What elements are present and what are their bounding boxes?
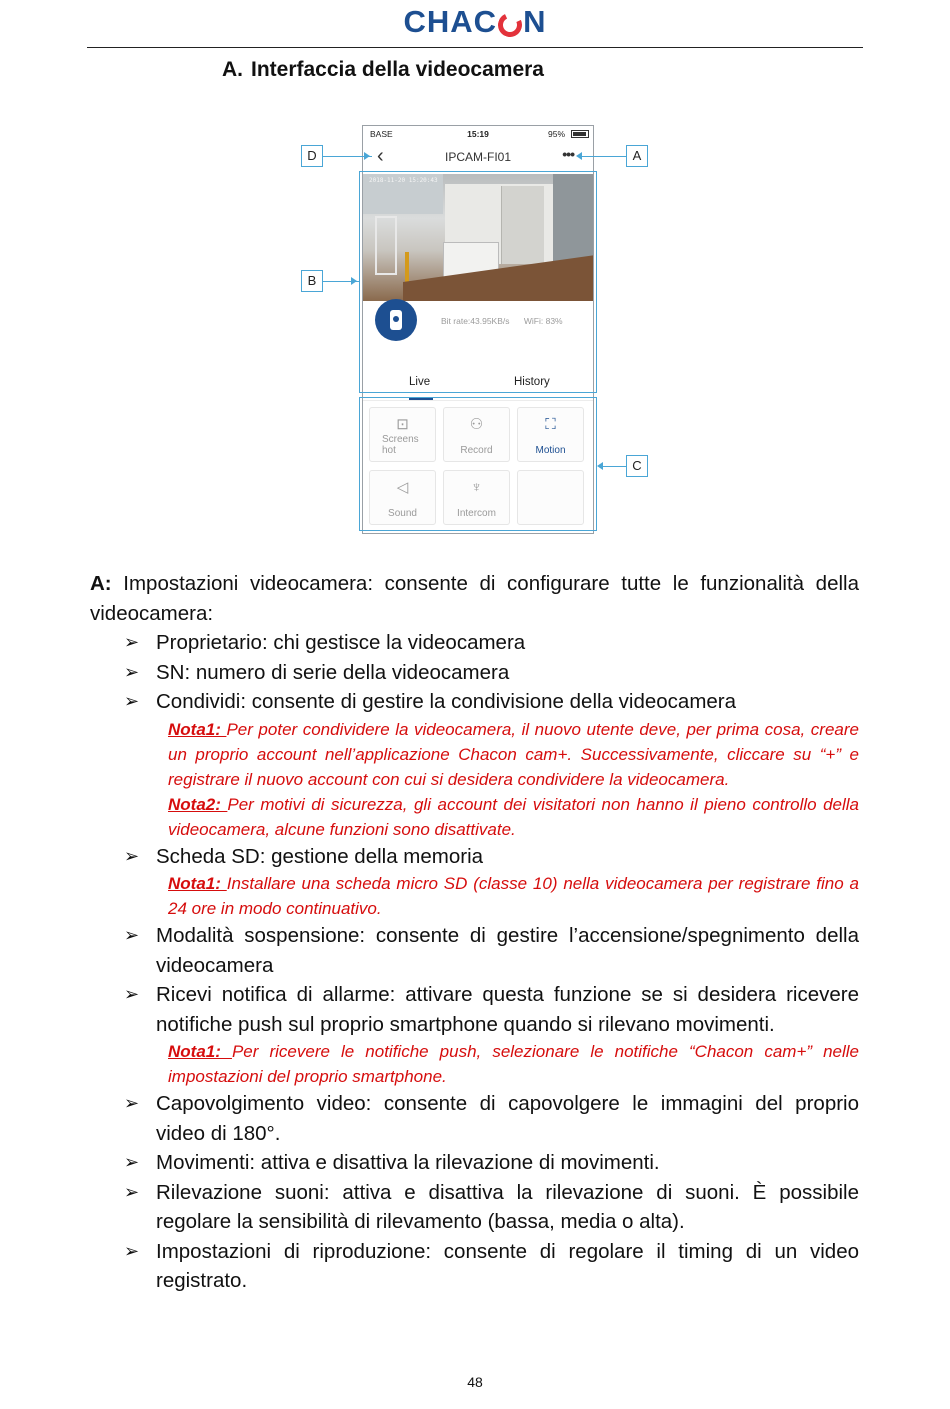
microphone-icon: ♆ [470, 479, 483, 496]
list-item-text: Rilevazione suoni: attiva e disattiva la rilevazione di suoni. È possibile regolare la sensibilità di rilevamento (bassa, media o alta). [156, 1180, 859, 1233]
note-tag: Nota2: [168, 794, 228, 814]
callout-arrow-c [599, 466, 626, 467]
arrow-bullet-icon: ➢ [124, 1240, 140, 1261]
list-item [124, 628, 859, 658]
list-item-text: Movimenti: attiva e disattiva la rilevazione di movimenti. [156, 1151, 660, 1174]
list-item-text: Proprietario: chi gestisce la videocamera [156, 631, 526, 654]
motion-icon: ⛶ [545, 416, 556, 433]
arrow-bullet-icon: ➢ [124, 661, 140, 682]
chacon-logo [0, 4, 950, 40]
status-bar [363, 126, 593, 142]
arrow-bullet-icon: ➢ [124, 1093, 140, 1113]
camera-name: IPCAM-FI01 [444, 150, 511, 164]
callout-arrow-d [323, 156, 372, 157]
arrow-bullet-icon: ➢ [124, 691, 140, 711]
video-timestamp: 2018-11-20 15:20:43 [369, 177, 438, 184]
intro-lead: A: [90, 572, 112, 595]
callout-label-d: D [301, 145, 323, 167]
list-item [124, 1148, 859, 1178]
logo-text-right: N [523, 4, 547, 39]
note-text: Per poter condividere la videocamera, il nuovo utente deve, per prima cosa, creare un proprio account nell’applicazione Chacon cam+. Successivamente, cliccare su “+” e registrare il nuovo account con cui si desidera condividere la videocamera. [168, 719, 859, 789]
logo-ring-icon [495, 10, 526, 41]
arrow-bullet-icon: ➢ [124, 632, 140, 652]
section-marker: A. [222, 58, 243, 81]
logo-text-left: CHAC [403, 4, 498, 39]
list-item-text: Modalità sospensione: consente di gestire l’accensione/spegnimento della videocamera [156, 924, 859, 977]
callout-label-a: A [626, 145, 648, 167]
list-item [124, 980, 859, 1089]
intro-text: Impostazioni videocamera: consente di configurare tutte le funzionalità della videocamera: [90, 572, 859, 625]
more-dots-icon[interactable]: ••• [562, 146, 574, 162]
status-time: 15:19 [467, 129, 489, 139]
callout-arrow-a [578, 156, 626, 157]
list-item-text: Scheda SD: gestione della memoria [156, 844, 484, 868]
note-tag: Nota1: [168, 874, 227, 893]
list-item-text: Impostazioni di riproduzione: consente di regolare il timing di un video registrato. [156, 1239, 859, 1292]
note-text: Per motivi di sicurezza, gli account dei visitatori non hanno il pieno controllo della videocamera, alcune funzioni sono disattivate. [168, 794, 859, 839]
page-number: 48 [467, 1374, 483, 1390]
app-nav-bar [363, 144, 593, 170]
section-title-text: Interfaccia della videocamera [251, 58, 544, 81]
callout-frame-c [359, 397, 597, 531]
sound-muted-icon: ◁ [396, 479, 409, 496]
header-divider [87, 47, 863, 48]
battery-icon [571, 130, 589, 138]
callout-label-b: B [301, 270, 323, 292]
arrow-bullet-icon: ➢ [124, 984, 140, 1004]
sound-label: Sound [388, 508, 417, 519]
list-item [124, 1237, 859, 1296]
list-item [124, 687, 859, 842]
note-tag: Nota1: [168, 1042, 232, 1061]
list-item-text: Ricevi notifica di allarme: attivare questa funzione se si desidera ricevere notifiche push sul proprio smartphone quando si rilevano movimenti. [156, 983, 859, 1036]
callout-frame-b [359, 171, 597, 393]
tab-live[interactable]: Live [409, 376, 431, 388]
list-item [124, 1178, 859, 1237]
section-title [222, 58, 544, 82]
note-text: Installare una scheda micro SD (classe 10) nella videocamera per registrare fino a 24 ore in modo continuativo. [168, 874, 859, 918]
carrier-label: BASE [370, 129, 393, 139]
note-text: Per ricevere le notifiche push, selezionare le notifiche “Chacon cam+” nelle impostazioni del proprio smartphone. [168, 1042, 860, 1086]
list-item [124, 842, 859, 922]
note [168, 1039, 859, 1089]
record-label: Record [460, 445, 493, 456]
list-item [124, 921, 859, 980]
note [168, 792, 859, 842]
motion-label: Motion [535, 445, 566, 456]
arrow-bullet-icon: ➢ [124, 1152, 140, 1172]
note-tag: Nota1: [168, 719, 227, 739]
tab-history[interactable]: History [514, 376, 550, 388]
list-item [124, 1089, 859, 1148]
wifi-label: WiFi: 83% [523, 316, 563, 326]
callout-arrow-b [323, 281, 359, 282]
arrow-bullet-icon: ➢ [124, 925, 140, 945]
callout-label-c: C [626, 455, 648, 477]
arrow-bullet-icon: ➢ [124, 845, 140, 866]
list-item-text: Condividi: consente di gestire la condivisione della videocamera [156, 690, 737, 713]
record-icon: ⚇ [469, 416, 484, 433]
list-item-text: Capovolgimento video: consente di capovolgere le immagini del proprio video di 180°. [156, 1092, 859, 1145]
note [168, 717, 859, 792]
list-item [124, 658, 859, 688]
arrow-bullet-icon: ➢ [124, 1181, 140, 1202]
screenshot-label: Screens hot [382, 434, 419, 456]
chevron-left-icon[interactable]: ‹ [377, 145, 384, 167]
intercom-label: Intercom [457, 508, 496, 519]
list-item-text: SN: numero di serie della videocamera [156, 660, 510, 684]
intro-paragraph [90, 569, 859, 628]
bitrate-label: Bit rate:43.95KB/s [441, 316, 510, 326]
settings-list [124, 628, 859, 1296]
note [168, 871, 859, 921]
battery-percent: 95% [547, 129, 565, 139]
screenshot-icon: ⊡ [396, 416, 409, 433]
